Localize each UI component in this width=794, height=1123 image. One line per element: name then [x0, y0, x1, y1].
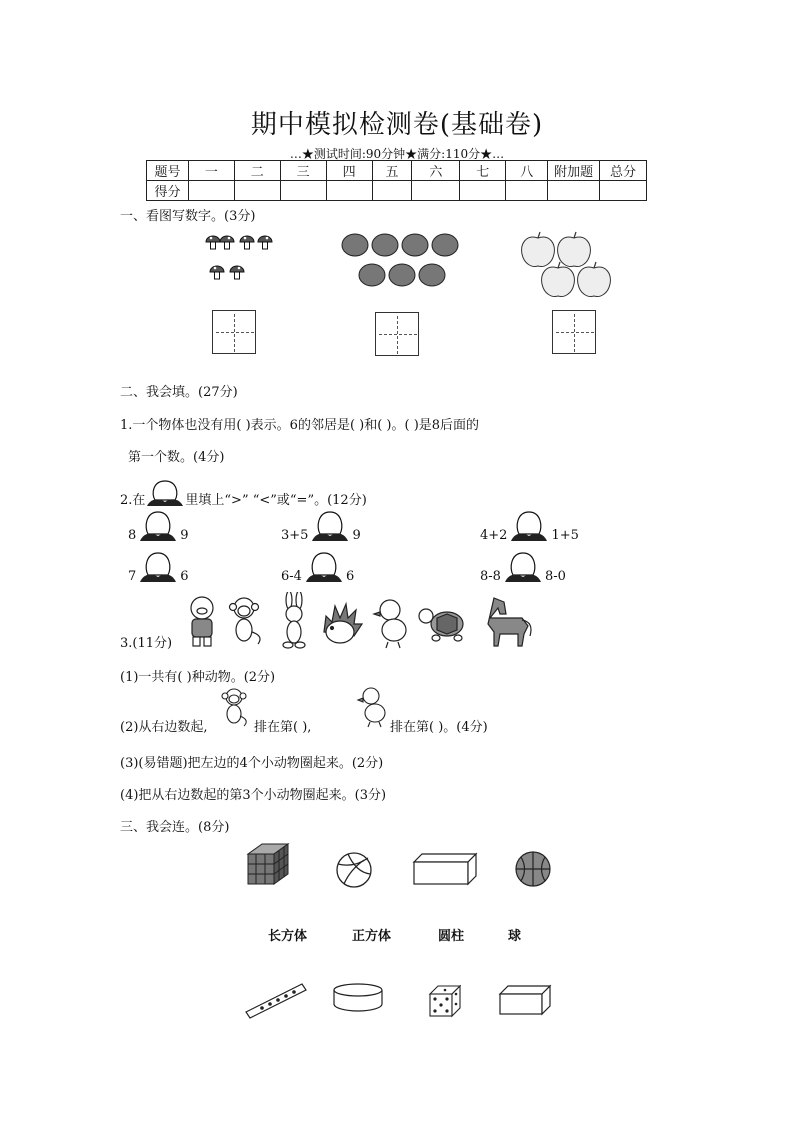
- q1-line1: 1.一个物体也没有用( )表示。6的邻居是( )和( )。( )是8后面的: [120, 418, 480, 433]
- basketball-icon[interactable]: [514, 850, 552, 888]
- q3-2b: 排在第( ),: [254, 720, 312, 735]
- section2-heading: 二、我会填。(27分): [120, 385, 238, 400]
- comparison-right: 9: [180, 528, 189, 543]
- animals-row: [182, 592, 534, 650]
- header-cell: 三: [280, 161, 326, 181]
- score-table-score-row: [147, 181, 647, 201]
- apples-icon: [518, 230, 618, 298]
- header-cell: 八: [506, 161, 548, 181]
- pig-icon: [191, 597, 213, 646]
- q1-line2: 第一个数。(4分): [128, 450, 225, 465]
- score-cell[interactable]: [412, 181, 460, 201]
- header-cell: 总分: [600, 161, 647, 181]
- header-cell: 六: [412, 161, 460, 181]
- header-cell: 二: [234, 161, 280, 181]
- label-sphere[interactable]: 球: [508, 929, 522, 944]
- comparison-right: 8-0: [544, 569, 566, 584]
- comparison-left: 3+5: [281, 528, 309, 543]
- tomatoes-icon: [340, 232, 470, 292]
- cuboid-icon[interactable]: [412, 852, 478, 886]
- comparison-left: 6-4: [281, 569, 302, 584]
- monkey-icon: [216, 686, 252, 728]
- comparison-item: [480, 550, 566, 584]
- chick-icon: [374, 600, 406, 648]
- header-cell: 一: [188, 161, 234, 181]
- score-row-label: 得分: [147, 181, 189, 201]
- score-cell[interactable]: [280, 181, 326, 201]
- score-table: [146, 160, 647, 201]
- q2-prefix: 2.在: [120, 493, 146, 508]
- peach-icon: [145, 478, 185, 508]
- answer-box-tomatoes[interactable]: [375, 312, 419, 356]
- comparison-left: 8: [128, 528, 137, 543]
- peach-answer-icon[interactable]: [503, 550, 543, 584]
- header-cell: 四: [326, 161, 372, 181]
- chick-icon: [356, 684, 390, 728]
- score-cell[interactable]: [188, 181, 234, 201]
- score-cell[interactable]: [460, 181, 506, 201]
- label-cylinder[interactable]: 圆柱: [438, 929, 465, 944]
- comparison-right: 6: [345, 569, 355, 584]
- score-cell[interactable]: [326, 181, 372, 201]
- turtle-icon: [419, 609, 463, 641]
- comparison-item: [281, 509, 361, 543]
- comparison-item: [128, 550, 189, 584]
- monkey-icon: [230, 598, 261, 644]
- volleyball-icon[interactable]: [334, 850, 374, 890]
- header-cell: 题号: [147, 161, 189, 181]
- section3-heading: 三、我会连。(8分): [120, 820, 230, 835]
- horse-icon: [488, 598, 531, 646]
- comparison-item: [128, 509, 189, 543]
- q2-suffix: 里填上“>” “<”或“=”。(12分): [185, 493, 367, 508]
- flute-icon[interactable]: [242, 978, 310, 1020]
- q2-instruction: [120, 478, 367, 508]
- hedgehog-icon: [324, 604, 362, 643]
- comparison-right: 6: [180, 569, 189, 584]
- page-subtitle: …★测试时间:90分钟★满分:110分★…: [289, 147, 505, 161]
- comparison-item: [281, 550, 354, 584]
- q3-2a: (2)从右边数起,: [120, 720, 208, 735]
- peach-answer-icon[interactable]: [310, 509, 350, 543]
- header-cell: 七: [460, 161, 506, 181]
- comparison-item: [480, 509, 579, 543]
- comparison-left: 7: [128, 569, 137, 584]
- q3-4: (4)把从右边数起的第3个小动物圈起来。(3分): [120, 788, 387, 803]
- page-title: 期中模拟检测卷(基础卷): [250, 110, 544, 140]
- q3-1: (1)一共有( )种动物。(2分): [120, 670, 276, 685]
- answer-box-mushrooms[interactable]: [212, 310, 256, 354]
- dice-icon[interactable]: [428, 984, 462, 1018]
- mushrooms-icon: [205, 230, 295, 290]
- peach-answer-icon[interactable]: [138, 509, 178, 543]
- comparison-left: 8-8: [480, 569, 501, 584]
- q3-2c: 排在第( )。(4分): [390, 720, 488, 735]
- rabbit-icon: [283, 592, 305, 648]
- comparison-right: 9: [352, 528, 361, 543]
- header-cell: 附加题: [548, 161, 600, 181]
- score-cell[interactable]: [506, 181, 548, 201]
- score-cell[interactable]: [234, 181, 280, 201]
- box-icon[interactable]: [498, 984, 552, 1016]
- cylinder-icon[interactable]: [332, 982, 384, 1014]
- q3-3: (3)(易错题)把左边的4个小动物圈起来。(2分): [120, 756, 384, 771]
- comparison-left: 4+2: [480, 528, 508, 543]
- score-table-header-row: [147, 161, 647, 181]
- label-cuboid[interactable]: 长方体: [268, 929, 308, 944]
- score-cell[interactable]: [548, 181, 600, 201]
- q3-label: 3.(11分): [120, 636, 173, 651]
- rubiks-cube-icon[interactable]: [244, 840, 292, 888]
- peach-answer-icon[interactable]: [138, 550, 178, 584]
- header-cell: 五: [372, 161, 412, 181]
- comparison-right: 1+5: [551, 528, 579, 543]
- answer-box-apples[interactable]: [552, 310, 596, 354]
- score-cell[interactable]: [600, 181, 647, 201]
- peach-answer-icon[interactable]: [509, 509, 549, 543]
- score-cell[interactable]: [372, 181, 412, 201]
- label-cube[interactable]: 正方体: [352, 929, 392, 944]
- section1-heading: 一、看图写数字。(3分): [120, 209, 256, 224]
- peach-answer-icon[interactable]: [304, 550, 344, 584]
